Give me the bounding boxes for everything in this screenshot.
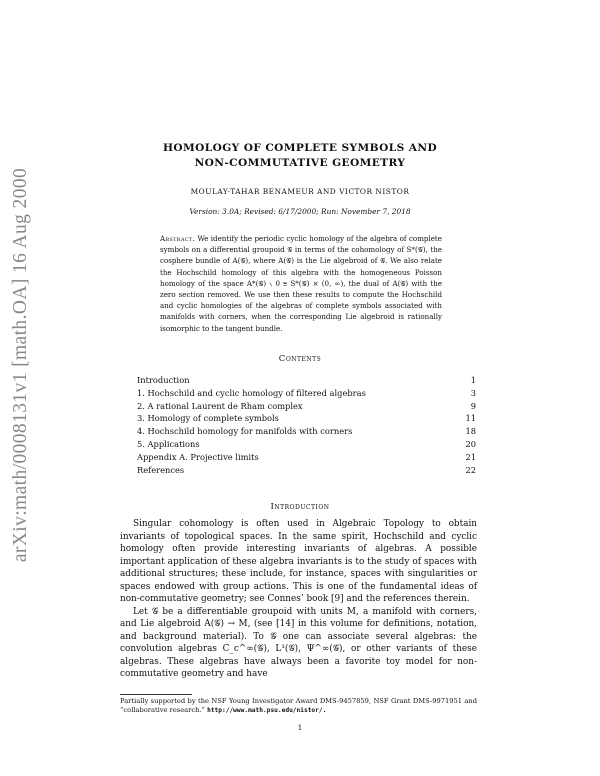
version-line: Version: 3.0A; Revised: 6/17/2000; Run: November 7, 2018 (189, 207, 411, 216)
toc-entry-page: 3 (470, 387, 476, 398)
toc-entry-page: 9 (470, 400, 476, 411)
toc-entry-page: 22 (465, 464, 476, 475)
toc-entry[interactable] (137, 464, 476, 477)
toc-entry-page: 21 (465, 451, 476, 462)
contents-heading: Contents (278, 354, 322, 364)
intro-paragraph-1: Singular cohomology is often used in Algebraic Topology to obtain invariants of topological spaces. In the same spirit, Hochschild and cyclic homology often provide interesting invariants of algebras. A possible important application of these algebra invariants is to the study of spaces with additional structures; these include, for instance, spaces with singularities or spaces endowed with group actions. This is one of the fundamental ideas of non-commutative geometry; see Connes’ book [9] and the references therein. (120, 519, 477, 604)
toc-entry[interactable] (137, 438, 476, 451)
toc-entry-page: 1 (470, 375, 476, 385)
intro-paragraph-2: Let 𝒢 be a differentiable groupoid with units M, a manifold with corners, and Lie algebroid A(𝒢) → M, (see [14] in this volume for definitions, notation, and background material). To 𝒢 one can associate several algebras: the convolution algebras C_c^∞(𝒢), L¹(𝒢), Ψ^∞(𝒢), or other variants of these algebras. These algebras have always been a favorite toy model for non-commutative geometry and have (120, 606, 477, 679)
toc-entry[interactable] (137, 412, 476, 425)
toc-entry-label: References (137, 464, 185, 475)
toc-entry-label: Introduction (137, 375, 190, 385)
abstract-text: We identify the periodic cyclic homology of the algebra of complete symbols on a differential groupoid 𝒢 in terms of the cohomology of S*(𝒢), the cosphere bundle of A(𝒢), where A(𝒢) is the Lie algebroid of 𝒢. We also relate the Hochschild homology of this algebra with the homogeneous Poisson homology of the space A*(𝒢) ∖ 0 ≅ S*(𝒢) × (0, ∞), the dual of A(𝒢) with the zero section removed. We use then these results to compute the Hochschild and cyclic homologies of the algebras of complete symbols associated with manifolds with corners, when the corresponding Lie algebroid is rationally isomorphic to the tangent bundle. (160, 234, 442, 333)
toc-entry[interactable] (137, 400, 476, 413)
toc-entry-label: 2. A rational Laurent de Rham complex (137, 400, 303, 411)
footnote-text: Partially supported by the NSF Young Investigator Award DMS-9457859, NSF Grant DMS-9971951 and “collaborative research.” (120, 697, 477, 715)
toc-entry[interactable] (137, 425, 476, 438)
arxiv-side-identifier (4, 155, 38, 575)
arxiv-identifier-text: arXiv:math/0008131v1 [math.OA] 16 Aug 2000 (10, 167, 31, 563)
toc-entry[interactable] (137, 374, 476, 387)
toc-entry-label: 4. Hochschild homology for manifolds with corners (137, 426, 353, 437)
toc-entry-page: 20 (465, 438, 476, 449)
abstract-label: Abstract. (160, 234, 196, 243)
page-number: 1 (297, 723, 303, 732)
abstract (160, 233, 442, 334)
toc-entry-label: 5. Applications (137, 438, 200, 449)
footnote (120, 697, 477, 716)
introduction-heading: Introduction (270, 502, 330, 512)
toc-entry-label: Appendix A. Projective limits (137, 451, 259, 462)
introduction-body (120, 518, 477, 681)
table-of-contents (137, 374, 476, 476)
authors: MOULAY-TAHAR BENAMEUR AND VICTOR NISTOR (190, 187, 410, 196)
toc-entry-page: 18 (465, 426, 476, 437)
paper-title-line-1: HOMOLOGY OF COMPLETE SYMBOLS AND (162, 142, 438, 154)
footnote-url-link[interactable]: http://www.math.psu.edu/nistor/. (207, 707, 327, 715)
toc-entry-label: 1. Hochschild and cyclic homology of filtered algebras (137, 387, 366, 398)
toc-entry[interactable] (137, 387, 476, 400)
toc-entry-label: 3. Homology of complete symbols (137, 413, 279, 424)
toc-entry[interactable] (137, 451, 476, 464)
footnote-rule (120, 694, 192, 695)
paper-title-line-2: NON-COMMUTATIVE GEOMETRY (194, 157, 406, 169)
toc-entry-page: 11 (465, 413, 476, 424)
